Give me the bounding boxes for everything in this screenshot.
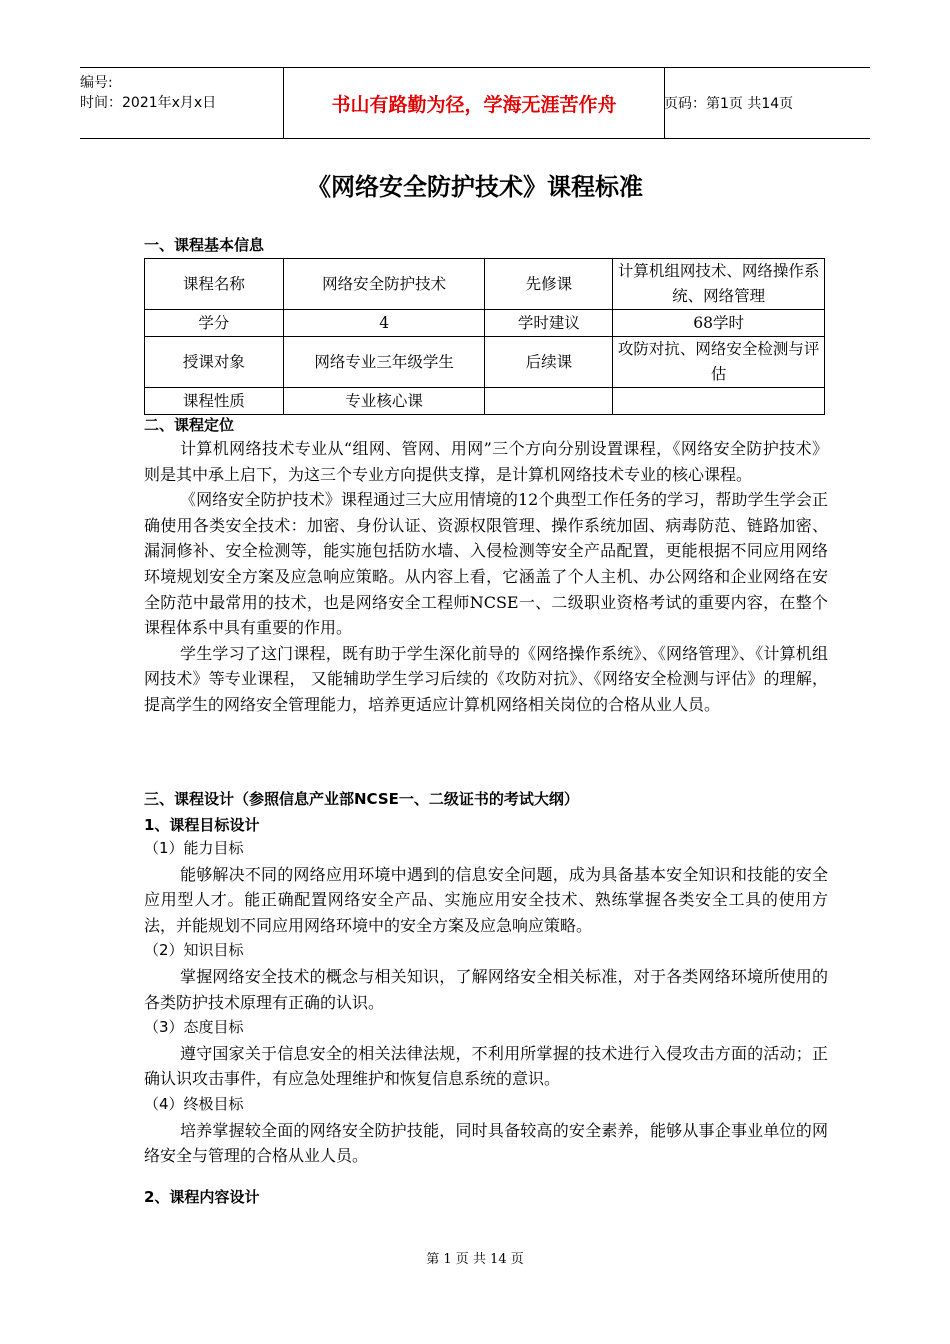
table-cell: 计算机组网技术、网络操作系统、网络管理 xyxy=(613,259,825,310)
table-row xyxy=(145,388,825,415)
goal-label: （3）态度目标 xyxy=(144,1018,244,1037)
goal-text: 能够解决不同的网络应用环境中遇到的信息安全问题，成为具备基本安全知识和技能的安全应用型人才。能正确配置网络安全产品、实施应用安全技术、熟练掌握各类安全工具的使用方法，并能规划不同应用网络环境中的安全方案及应急响应策略。 xyxy=(144,864,828,935)
goal-label: （4）终极目标 xyxy=(144,1094,244,1113)
table-cell: 后续课 xyxy=(485,337,613,388)
header-meta xyxy=(80,68,283,143)
doc-date: 时间：2021年x月x日 xyxy=(80,95,217,111)
table-cell: 68学时 xyxy=(613,310,825,337)
table-row xyxy=(145,310,825,337)
table-cell: 课程性质 xyxy=(145,388,284,415)
table-cell: 专业核心课 xyxy=(283,388,485,415)
goal-text: 遵守国家关于信息安全的相关法律法规，不利用所掌握的技术进行入侵攻击方面的活动；正确认识攻击事件，有应急处理维护和恢复信息系统的意识。 xyxy=(144,1043,828,1089)
paragraph: 《网络安全防护技术》课程通过三大应用情境的12个典型工作任务的学习，帮助学生学会正确使用各类安全技术：加密、身份认证、资源权限管理、操作系统加固、病毒防范、链路加密、漏洞修补、安全检测等，能实施包括防水墙、入侵检测等安全产品配置，更能根据不同应用网络环境规划安全方案及应急响应策略。从内容上看，它涵盖了个人主机、办公网络和企业网络在安全防范中最常用的技术，也是网络安全工程师NCSE一、二级职业资格考试的重要内容，在整个课程体系中具有重要的作用。 xyxy=(144,490,828,638)
table-cell: 网络专业三年级学生 xyxy=(283,337,485,388)
table-cell: 攻防对抗、网络安全检测与评估 xyxy=(613,337,825,388)
subsection-goal-design: 1、课程目标设计 xyxy=(144,816,260,834)
page-header xyxy=(80,67,870,139)
header-motto: 书山有路勤为径，学海无涯苦作舟 xyxy=(283,68,665,138)
section1-heading: 一、课程基本信息 xyxy=(144,236,265,254)
table-cell: 学时建议 xyxy=(485,310,613,337)
goal-label: （1）能力目标 xyxy=(144,839,244,857)
paragraph: 学生学习了这门课程，既有助于学生深化前导的《网络操作系统》、《网络管理》、《计算机组网技术》等专业课程， 又能辅助学生学习后续的《攻防对抗》、《网络安全检测与评估》的理解，提高学生的网络安全管理能力，培养更适应计算机网络相关岗位的合格从业人员。 xyxy=(144,643,828,714)
doc-number: 编号: xyxy=(80,75,113,91)
goals-list xyxy=(144,836,828,1169)
table-row xyxy=(145,337,825,388)
section2-heading: 二、课程定位 xyxy=(144,416,235,434)
section3-heading: 三、课程设计（参照信息产业部NCSE一、二级证书的考试大纲） xyxy=(144,790,579,808)
table-row xyxy=(145,259,825,310)
table-cell: 网络安全防护技术 xyxy=(283,259,485,310)
page-footer: 第 1 页 共 14 页 xyxy=(426,1252,524,1267)
table-cell: 学分 xyxy=(145,310,284,337)
subsection-content-design: 2、课程内容设计 xyxy=(144,1188,260,1206)
goal-text: 掌握网络安全技术的概念与相关知识，了解网络安全相关标准，对于各类网络环境所使用的各类防护技术原理有正确的认识。 xyxy=(144,966,828,1012)
table-cell xyxy=(485,388,613,415)
table-cell: 授课对象 xyxy=(145,337,284,388)
goal-text: 培养掌握较全面的网络安全防护技能，同时具备较高的安全素养，能够从事企事业单位的网络安全与管理的合格从业人员。 xyxy=(144,1120,828,1166)
course-info-table xyxy=(144,258,825,415)
table-cell: 4 xyxy=(283,310,485,337)
goal-label: （2）知识目标 xyxy=(144,941,244,960)
page-info-text: 页码：第1页 共14页 xyxy=(664,96,794,112)
table-cell: 先修课 xyxy=(485,259,613,310)
paragraph: 计算机网络技术专业从“组网、管网、用网”三个方向分别设置课程，《网络安全防护技术》则是其中承上启下，为这三个专业方向提供支撑，是计算机网络技术专业的核心课程。 xyxy=(144,439,828,484)
document-title: 《网络安全防护技术》课程标准 xyxy=(307,173,643,201)
table-cell xyxy=(613,388,825,415)
table-cell: 课程名称 xyxy=(145,259,284,310)
header-page-info xyxy=(664,68,870,138)
section2-body xyxy=(144,436,828,718)
